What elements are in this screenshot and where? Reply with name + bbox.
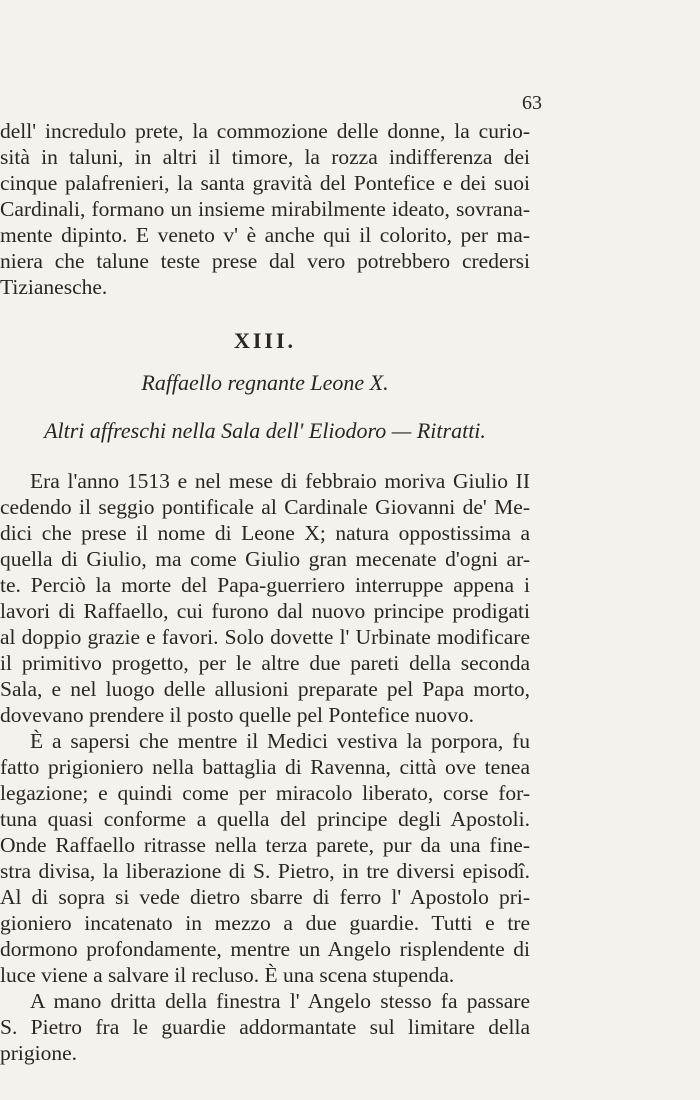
chapter-subtitle-secondary: Altri affreschi nella Sala dell' Eliodoro — Ritratti. bbox=[44, 418, 486, 443]
text-line: al doppio grazie e favori. Solo dovette l' Urbinate modificare bbox=[0, 625, 530, 649]
text-line: A mano dritta della finestra l' Angelo stesso fa passare bbox=[30, 989, 530, 1013]
text-line: mente dipinto. E veneto v' è anche qui il colorito, per ma- bbox=[0, 223, 530, 247]
text-line: quella di Giulio, ma come Giulio gran mecenate d'ogni ar- bbox=[0, 547, 530, 571]
text-line: niera che talune teste prese dal vero potrebbero credersi bbox=[0, 249, 530, 273]
text-line: tuna quasi conforme a quella del principe degli Apostoli. bbox=[0, 807, 530, 831]
text-line: Al di sopra si vede dietro sbarre di ferro l' Apostolo pri- bbox=[0, 885, 530, 909]
text-line: Era l'anno 1513 e nel mese di febbraio moriva Giulio II bbox=[30, 469, 530, 493]
text-line: stra divisa, la liberazione di S. Pietro, in tre diversi episodî. bbox=[0, 859, 530, 883]
text-line: luce viene a salvare il recluso. È una scena stupenda. bbox=[0, 963, 455, 987]
text-line: sità in taluni, in altri il timore, la rozza indifferenza dei bbox=[0, 145, 530, 169]
text-line: Sala, e nel luogo delle allusioni preparate pel Papa morto, bbox=[0, 677, 530, 701]
text-line: dici che prese il nome di Leone X; natura oppostissima a bbox=[0, 521, 530, 545]
text-line: Onde Raffaello ritrasse nella terza parete, pur da una fine- bbox=[0, 833, 530, 857]
chapter-heading: XIII. bbox=[233, 328, 297, 353]
text-line: il primitivo progetto, per le altre due pareti della seconda bbox=[0, 651, 530, 675]
text-line: gioniero incatenato in mezzo a due guardie. Tutti e tre bbox=[0, 911, 530, 935]
text-line: cinque palafrenieri, la santa gravità del Pontefice e dei suoi bbox=[0, 171, 530, 195]
chapter-subtitle: Raffaello regnante Leone X. bbox=[141, 370, 389, 395]
text-line: dormono profondamente, mentre un Angelo risplendente di bbox=[0, 937, 530, 961]
text-line: dovevano prendere il posto quelle pel Pontefice nuovo. bbox=[0, 703, 475, 727]
text-line: S. Pietro fra le guardie addormantate sul limitare della bbox=[0, 1015, 530, 1039]
text-line: dell' incredulo prete, la commozione delle donne, la curio- bbox=[0, 119, 530, 143]
text-line: cedendo il seggio pontificale al Cardinale Giovanni de' Me- bbox=[0, 495, 530, 519]
text-line: fatto prigioniero nella battaglia di Ravenna, città ove tenea bbox=[0, 755, 530, 779]
text-line: legazione; e quindi come per miracolo liberato, corse for- bbox=[0, 781, 530, 805]
text-line: Cardinali, formano un insieme mirabilmente ideato, sovrana- bbox=[0, 197, 530, 221]
text-line: te. Perciò la morte del Papa-guerriero interruppe appena i bbox=[0, 573, 530, 597]
page-number: 63 bbox=[522, 92, 542, 114]
text-line: È a sapersi che mentre il Medici vestiva la porpora, fu bbox=[30, 729, 530, 753]
text-line: lavori di Raffaello, cui furono dal nuovo principe prodigati bbox=[0, 599, 530, 623]
text-line-last: Tizianesche. bbox=[0, 275, 108, 299]
text-line-last: prigione. bbox=[0, 1041, 78, 1065]
